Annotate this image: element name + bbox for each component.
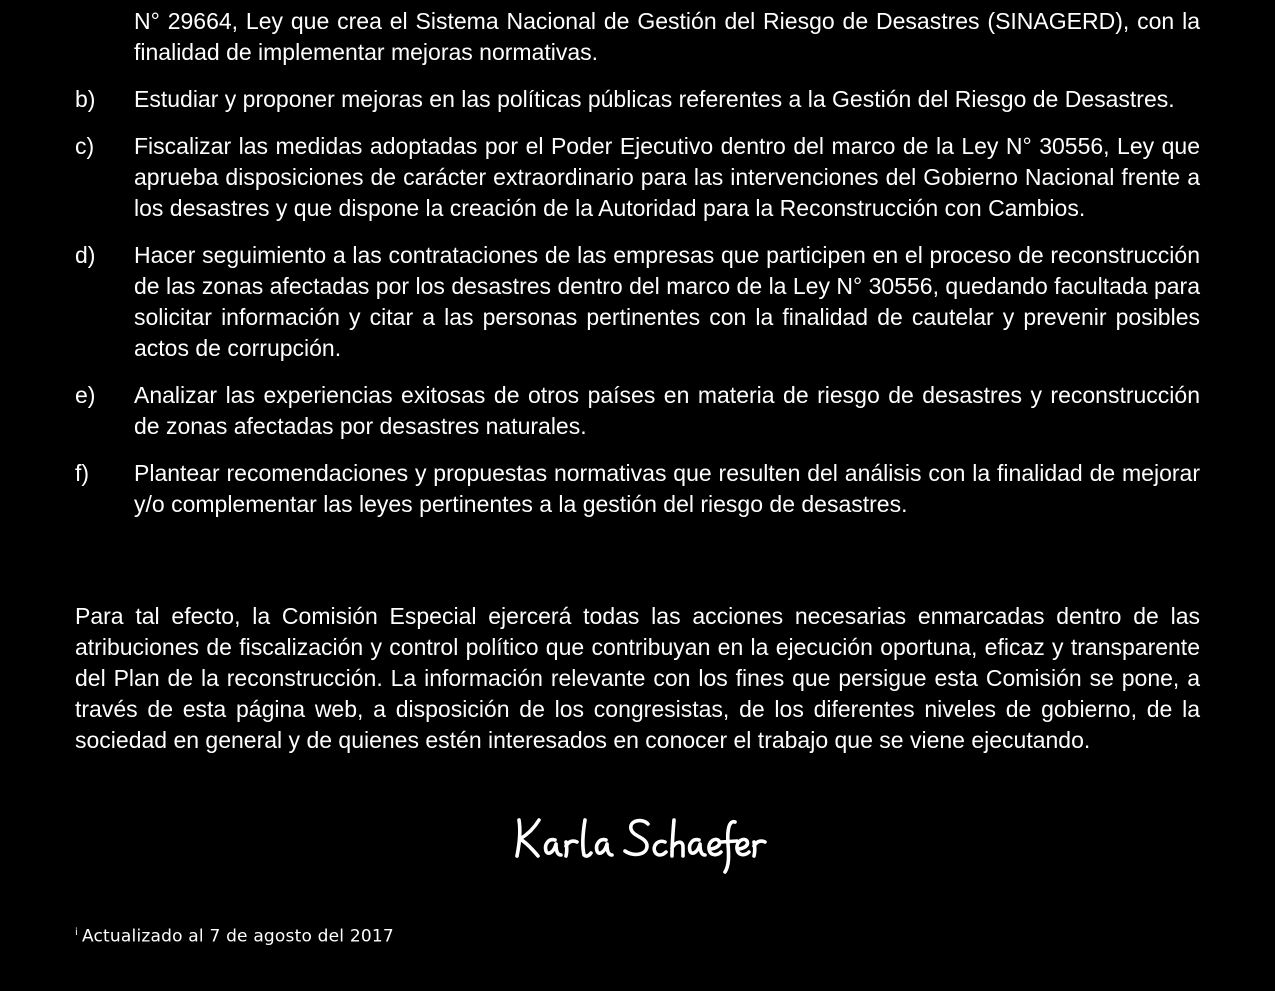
list-item-continuation: N° 29664, Ley que crea el Sistema Nacional de Gestión del Riesgo de Desastres (SINAGERD), con la finalidad de implementar mejoras normativas. [134,8,1200,65]
signature [505,806,775,878]
list-item [75,380,1200,442]
footnote-marker: i [75,927,78,938]
footnote-text: Actualizado al 7 de agosto del 2017 [81,926,394,947]
list-item-marker: c) [75,133,95,159]
list-item-marker: b) [75,86,96,112]
list-item [75,458,1200,520]
closing-paragraph: Para tal efecto, la Comisión Especial ejercerá todas las acciones necesarias enmarcadas dentro de las atribuciones de fiscalización y control político que contribuyan en la ejecución oportuna, eficaz y transparente del Plan de la reconstrucción. La información relevante con los fines que persigue esta Comisión se pone, a través de esta página web, a disposición de los congresistas, de los diferentes niveles de gobierno, de la sociedad en general y de quienes estén interesados en conocer el trabajo que se viene ejecutando. [75,603,1200,753]
list-item-text: Plantear recomendaciones y propuestas normativas que resulten del análisis con la finalidad de mejorar y/o complementar las leyes pertinentes a la gestión del riesgo de desastres. [134,460,1200,517]
list-item-text: Analizar las experiencias exitosas de otros países en materia de riesgo de desastres y reconstrucción de zonas afectadas por desastres naturales. [134,382,1200,439]
list-item-text: Estudiar y proponer mejoras en las políticas públicas referentes a la Gestión del Riesgo de Desastres. [134,86,1175,112]
list-item-text: Hacer seguimiento a las contrataciones de las empresas que participen en el proceso de reconstrucción de las zonas afectadas por los desastres dentro del marco de la Ley N° 30556, quedando facultada para solicitar información y citar a las personas pertinentes con la finalidad de cautelar y prevenir posibles actos de corrupción. [134,242,1200,361]
list-item [75,240,1200,364]
list-items [75,84,1200,536]
footnote [75,922,394,948]
list-item-marker: d) [75,242,96,268]
list-item [75,84,1200,115]
list-item [75,131,1200,224]
list-item-marker: e) [75,382,96,408]
list-item-text: Fiscalizar las medidas adoptadas por el Poder Ejecutivo dentro del marco de la Ley N° 30556, Ley que aprueba disposiciones de carácter extraordinario para las intervenciones del Gobierno Nacional frente a los desastres y que dispone la creación de la Autoridad para la Reconstrucción con Cambios. [134,133,1200,221]
list-item-marker: f) [75,460,90,486]
